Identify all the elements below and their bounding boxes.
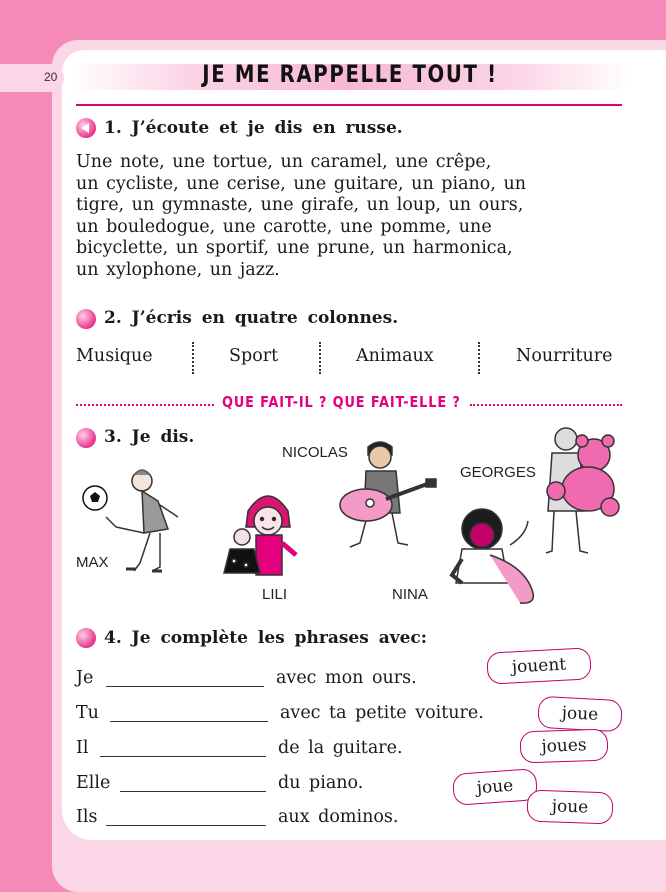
exercise-1-word-list	[76, 152, 602, 281]
sentence-subject: Il	[76, 738, 89, 758]
characters-illustration	[70, 425, 630, 615]
word-card-joue[interactable]: joue	[526, 790, 613, 825]
page-title: JE ME RAPPELLE TOUT !	[202, 60, 498, 88]
page-number: 20	[44, 70, 58, 84]
word-line: un xylophone, un jazz.	[76, 259, 280, 280]
lili-figure	[224, 496, 296, 575]
name-label-georges: GEORGES	[460, 464, 536, 481]
sentence-subject: Ils	[76, 807, 98, 827]
word-line: Une note, une tortue, un caramel, une crêpe,	[76, 152, 492, 172]
column-musique: Musique	[76, 346, 153, 366]
section-divider-right	[470, 404, 622, 406]
sentence-rest: avec mon ours.	[276, 668, 417, 688]
soccer-ball-icon	[83, 486, 107, 510]
answer-blank[interactable]	[106, 686, 264, 687]
word-line: un cycliste, une cerise, une guitare, un piano, un	[76, 173, 526, 194]
answer-blank[interactable]	[100, 756, 266, 757]
title-divider	[76, 104, 622, 106]
sentence-subject: Tu	[76, 703, 99, 723]
answer-blank[interactable]	[110, 721, 268, 722]
column-separator	[478, 342, 480, 374]
exercise-2-heading: 2. J’écris en quatre colonnes.	[104, 308, 399, 328]
georges-figure	[546, 428, 619, 553]
section-divider-left	[76, 404, 214, 406]
sentence-subject: Elle	[76, 773, 111, 793]
word-line: tigre, un gymnaste, une girafe, un loup, un ours,	[76, 195, 524, 215]
word-card-jouent[interactable]: jouent	[486, 647, 592, 684]
nicolas-figure	[340, 442, 436, 547]
name-label-lili: LILI	[262, 586, 288, 603]
nina-figure	[452, 509, 533, 603]
sentence-rest: aux dominos.	[278, 807, 399, 827]
exercise-bullet-icon	[76, 628, 96, 648]
column-separator	[319, 342, 321, 374]
audio-icon[interactable]	[76, 118, 96, 138]
name-label-max: MAX	[76, 554, 109, 571]
column-sport: Sport	[229, 346, 279, 366]
exercise-bullet-icon	[76, 309, 96, 329]
column-nourriture: Nourriture	[516, 346, 613, 366]
word-line: bicyclette, un sportif, une prune, un harmonica,	[76, 238, 513, 258]
name-label-nicolas: NICOLAS	[282, 444, 348, 461]
exercise-1-heading: 1. J’écoute et je dis en russe.	[104, 118, 403, 138]
section-title: QUE FAIT-IL ? QUE FAIT-ELLE ?	[222, 393, 461, 411]
exercise-3-heading: 3. Je dis.	[104, 427, 195, 447]
name-label-nina: NINA	[392, 586, 428, 603]
word-line: un bouledogue, une carotte, une pomme, une	[76, 216, 492, 237]
sentence-rest: du piano.	[278, 773, 364, 793]
column-separator	[192, 342, 194, 374]
word-card-joues[interactable]: joues	[519, 728, 608, 763]
answer-blank[interactable]	[106, 825, 266, 826]
max-figure	[106, 470, 178, 571]
sentence-rest: avec ta petite voiture.	[280, 703, 484, 723]
exercise-4-heading: 4. Je complète les phrases avec:	[104, 628, 428, 648]
sentence-subject: Je	[76, 668, 94, 688]
column-animaux: Animaux	[356, 346, 434, 366]
word-card-joue[interactable]: joue	[452, 768, 538, 806]
sentence-rest: de la guitare.	[278, 738, 403, 758]
doll-icon	[224, 529, 260, 573]
answer-blank[interactable]	[120, 791, 266, 792]
word-card-joue[interactable]: joue	[537, 696, 623, 732]
